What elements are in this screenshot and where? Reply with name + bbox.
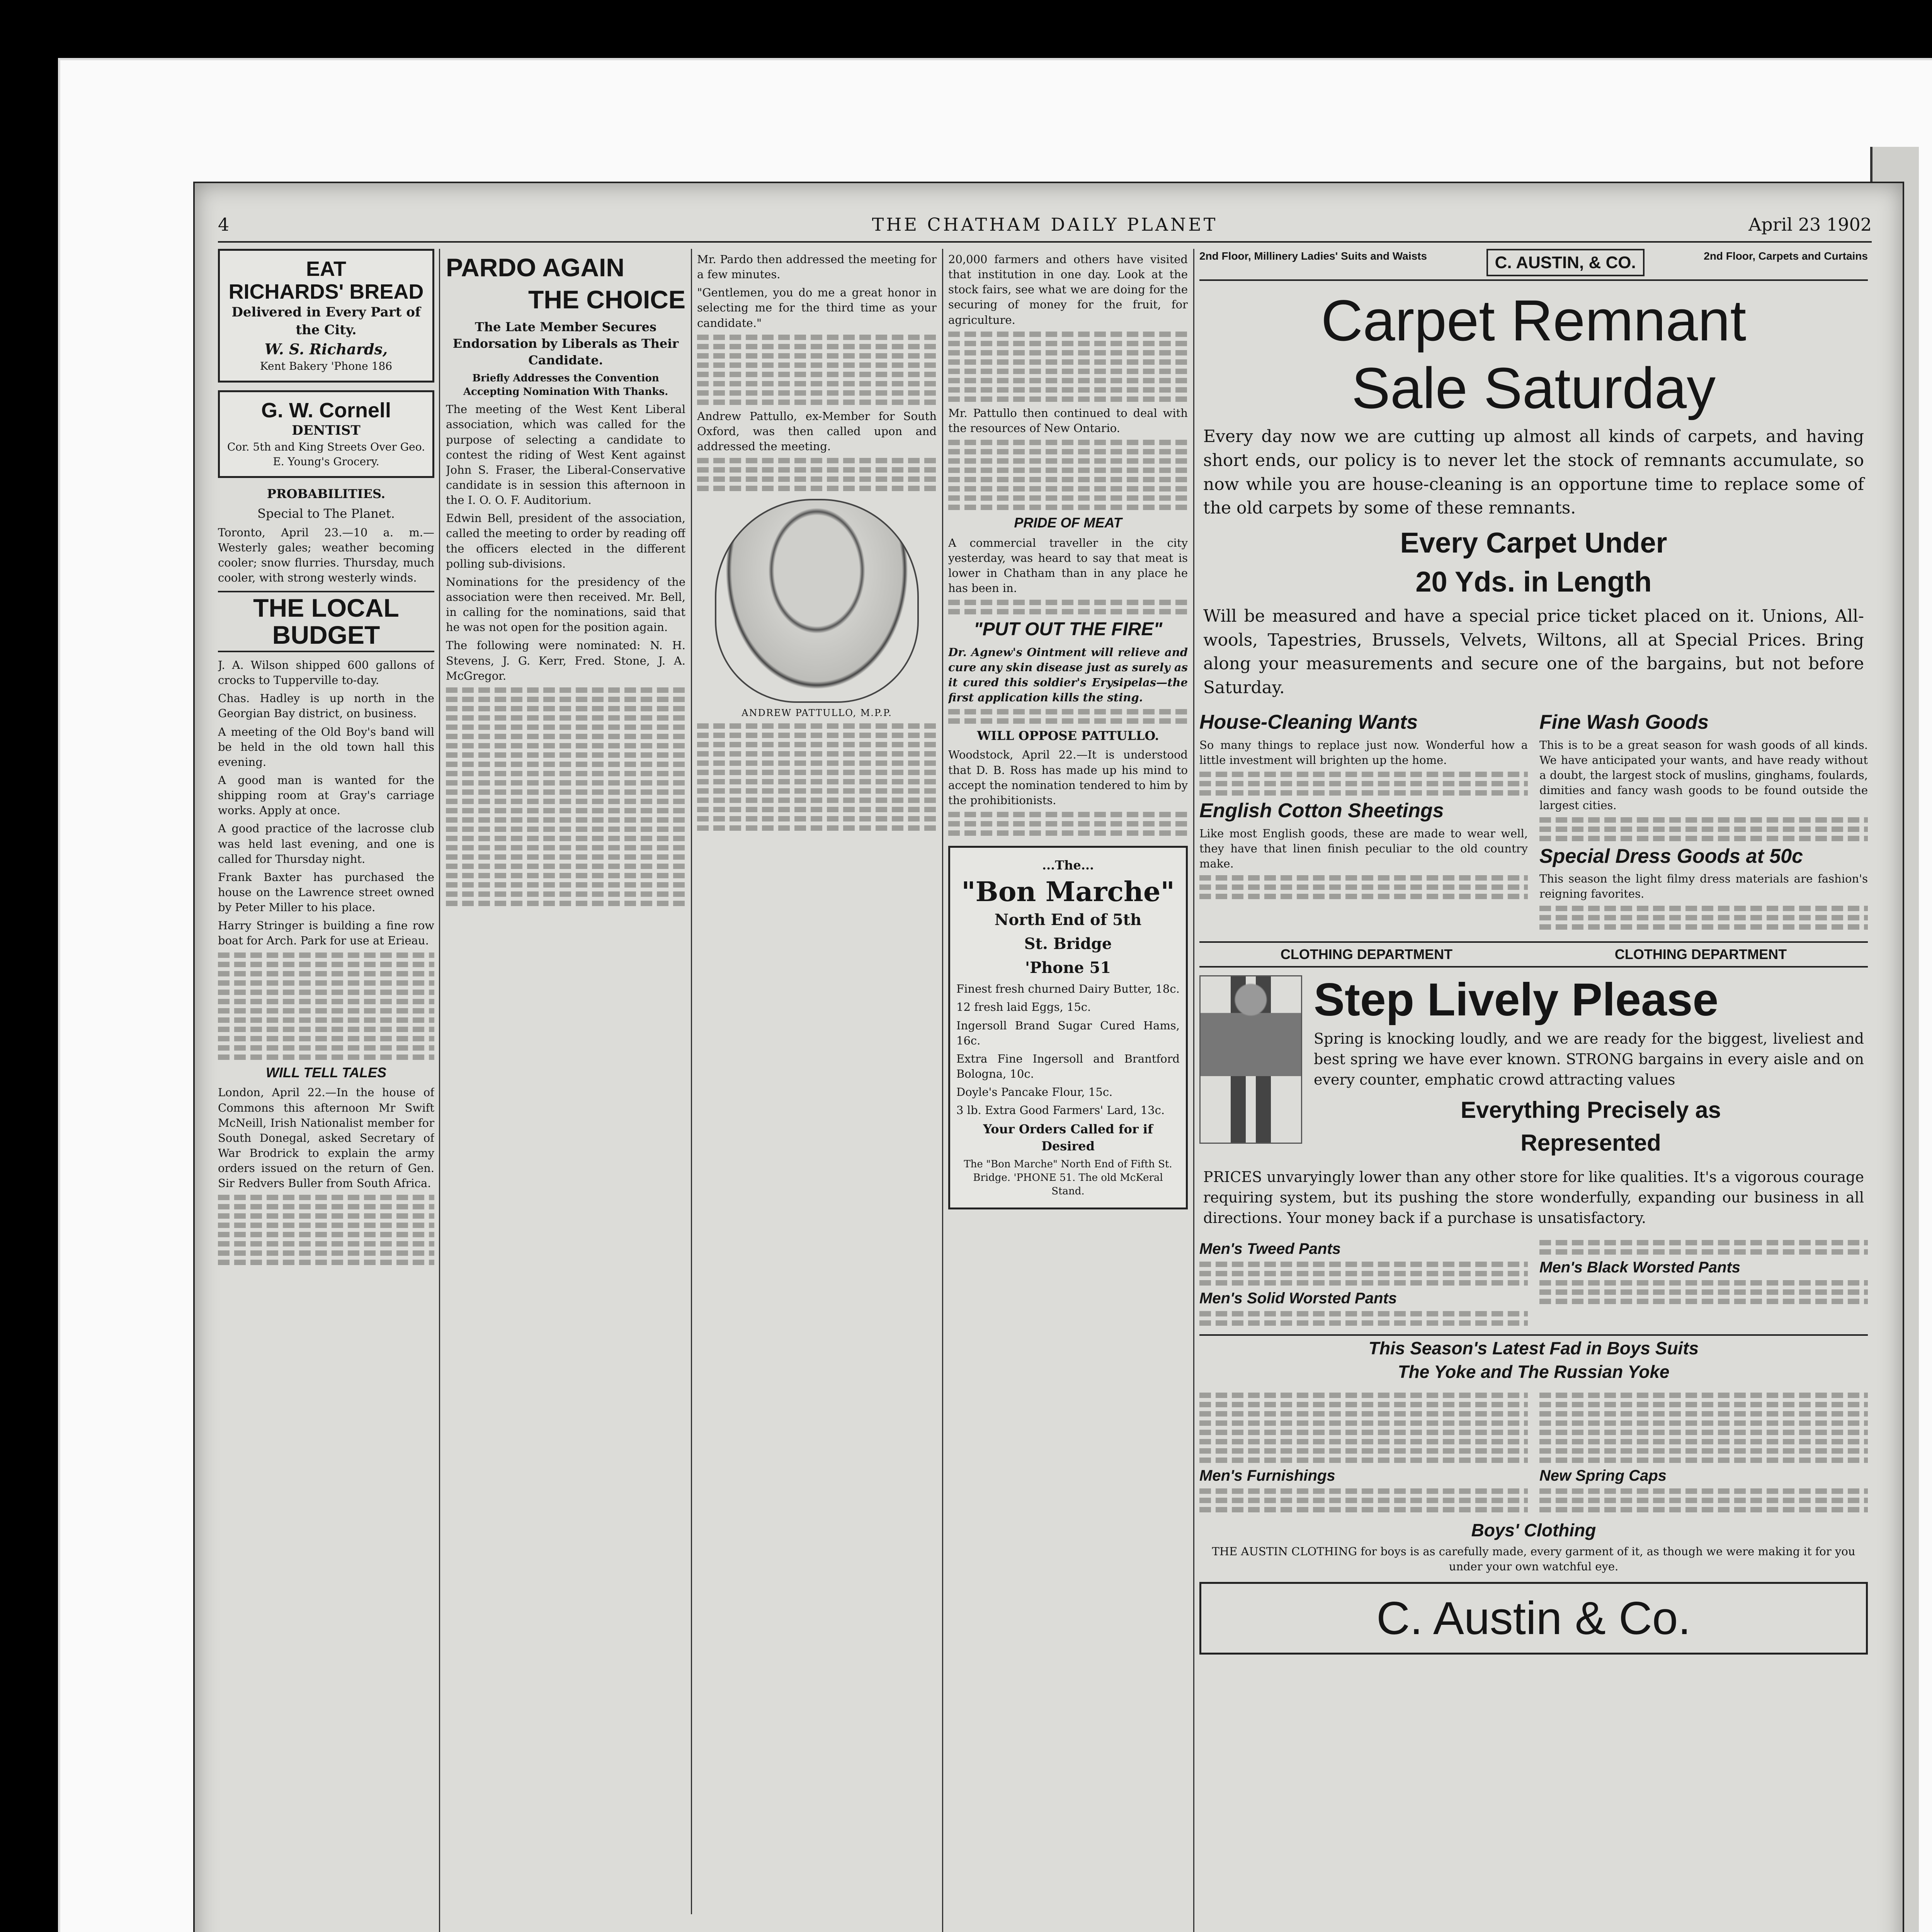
carpet-headline-1: Carpet Remnant [1321, 288, 1747, 353]
austin-header [1199, 249, 1868, 281]
issue-date: April 23 1902 [1748, 214, 1872, 235]
pardo-headline-1: PARDO AGAIN [446, 253, 624, 282]
article-paragraph: 20,000 farmers and others have visited that institution in one day. Look at the stock fairs, see what we are doing for the securing of money for the fruit, for agriculture. [948, 253, 1188, 327]
local-budget-heading: THE LOCAL BUDGET [218, 591, 434, 652]
sailor-boy-illustration [1199, 975, 1302, 1144]
austin-advertisement [1199, 249, 1868, 1932]
price-item: 3 lb. Extra Good Farmers' Lard, 13c. [956, 1104, 1165, 1117]
precisely-2: Represented [1520, 1129, 1661, 1156]
local-item: A good practice of the lacrosse club was held last evening, and one is called for Thursday night. [218, 822, 434, 866]
will-oppose-text: Woodstock, April 22.—It is understood that D. B. Ross has made up his mind to accept the nomination tendered to him by the prohibitionists. [948, 748, 1188, 807]
probabilities-text: Toronto, April 23.—10 a. m.—Westerly gales; weather becoming cooler; snow flurries. Thursday, much cooler, with strong westerly winds. [218, 526, 434, 585]
carpet-sub-text: Will be measured and have a special price ticket placed on it. Unions, All-wools, Tapestries, Brussels, Velvets, Wiltons, all at Special Prices. Bring along your measurements and secure one of the bargains, but not before Saturday. [1203, 606, 1864, 697]
boys-suits-heading-2: The Yoke and The Russian Yoke [1398, 1361, 1670, 1382]
pride-of-meat-text: A commercial traveller in the city yesterday, was heard to say that meat is lower in Chatham than in any place he has been in. [948, 536, 1188, 595]
local-item: Harry Stringer is building a fine row boat for Arch. Park for use at Erieau. [218, 919, 434, 947]
column-2 [446, 249, 685, 1914]
furnishings-heading: Men's Furnishings [1199, 1467, 1335, 1484]
local-item: A meeting of the Old Boy's band will be held in the old town hall this evening. [218, 725, 434, 769]
bon-marche-name: "Bon Marche" [961, 876, 1175, 908]
house-cleaning-text: So many things to replace just now. Wonderful how a little investment will brighten up the home. [1199, 738, 1528, 767]
article-paragraph: The following were nominated: N. H. Stevens, J. G. Kerr, Fred. Stone, J. A. McGregor. [446, 639, 685, 682]
austin-right-tag: 2nd Floor, Carpets and Curtains [1704, 250, 1868, 262]
austin-left-tag: 2nd Floor, Millinery Ladies' Suits and Waists [1199, 250, 1427, 262]
column-rule [1193, 249, 1194, 1932]
austin-name: C. AUSTIN, & CO. [1486, 249, 1645, 276]
pardo-subdeck: Briefly Addresses the Convention Accepting Nomination With Thanks. [463, 372, 668, 398]
page-number: 4 [218, 214, 230, 235]
article-paragraph: Mr. Pattullo then continued to deal with the resources of New Ontario. [948, 406, 1188, 435]
step-lively-headline: Step Lively Please [1314, 974, 1719, 1026]
boys-clothing-heading: Boys' Clothing [1471, 1520, 1596, 1540]
ad-title: DENTIST [292, 423, 361, 439]
ad-line: ...The... [1042, 858, 1094, 873]
dress-goods-heading: Special Dress Goods at 50c [1539, 845, 1803, 867]
cotton-text: Like most English goods, these are made to wear well, they have that linen finish peculiar to the old country make. [1199, 827, 1528, 871]
pardo-deck: The Late Member Secures Endorsation by Liberals as Their Candidate. [452, 319, 679, 367]
article-paragraph: Mr. Pardo then addressed the meeting for a few minutes. [697, 253, 937, 281]
article-paragraph: Nominations for the presidency of the association were then received. Mr. Bell, in calling for the nominations, said that he was not open for the position again. [446, 575, 685, 634]
will-tell-tales-text: London, April 22.—In the house of Commons this afternoon Mr Swift McNeill, Irish Nationalist member for South Donegal, asked Secretary of War Brodrick to explain the army orders issued on the return of Gen. Sir Redvers Buller from South Africa. [218, 1086, 434, 1190]
article-paragraph: "Gentlemen, you do me a great honor in selecting me for the third time as your candidate." [697, 286, 937, 330]
carpet-sub-2: 20 Yds. in Length [1415, 565, 1652, 598]
put-out-fire-text: Dr. Agnew's Ointment will relieve and cure any skin disease just as surely as it cured this soldier's Erysipelas—the first application kills the sting. [948, 645, 1188, 704]
ad-footer: The "Bon Marche" North End of Fifth St. Bridge. 'PHONE 51. The old McKeral Stand. [964, 1158, 1172, 1197]
ad-line: RICHARDS' BREAD [228, 280, 424, 304]
ad-line: Delivered in Every Part of the City. [231, 304, 421, 338]
probabilities-subheading: Special to The Planet. [257, 506, 395, 521]
pattullo-portrait-engraving [715, 499, 919, 703]
ad-note: Your Orders Called for if Desired [983, 1122, 1153, 1153]
step-lively-text: Spring is knocking loudly, and we are ready for the biggest, liveliest and best spring we have ever known. STRONG bargains in every aisle and on every counter, emphatic crowd attracting values [1314, 1030, 1864, 1088]
local-item: Chas. Hadley is up north in the Georgian Bay district, on business. [218, 692, 434, 720]
dept-label: CLOTHING DEPARTMENT [1280, 946, 1453, 962]
page-header [218, 210, 1872, 243]
will-tell-tales-heading: WILL TELL TALES [266, 1064, 386, 1080]
ad-line: EAT [306, 257, 346, 281]
precisely-1: Everything Precisely as [1461, 1097, 1721, 1123]
ad-phone: 'Phone 51 [1025, 959, 1111, 977]
prices-text: PRICES unvaryingly lower than any other store for like qualities. It's a vigorous courage requiring system, but its pushing the store wonderfully, expanding our business in all directions. Your money back if a purchase is unsatisfactory. [1203, 1168, 1864, 1227]
ad-line: North End of 5th [994, 911, 1142, 929]
column-4 [948, 249, 1188, 1932]
richards-bread-ad [218, 249, 434, 383]
austin-boxes-row-1 [1199, 707, 1868, 933]
wash-goods-box [1539, 707, 1868, 933]
portrait-caption: ANDREW PATTULLO, M.P.P. [742, 707, 892, 719]
ad-address: Kent Bakery 'Phone 186 [260, 359, 393, 372]
department-bar [1199, 941, 1868, 968]
ad-name: W. S. Richards, [264, 340, 388, 358]
ad-name: G. W. Cornell [261, 398, 391, 422]
tweed-pants-heading: Men's Tweed Pants [1199, 1240, 1341, 1258]
probabilities-heading: PROBABILITIES. [267, 486, 386, 501]
solid-worsted-heading: Men's Solid Worsted Pants [1199, 1290, 1397, 1307]
cotton-heading: English Cotton Sheetings [1199, 799, 1444, 822]
column-rule [691, 249, 692, 1914]
masthead: THE CHATHAM DAILY PLANET [872, 214, 1218, 235]
column-rule [439, 249, 440, 1932]
wash-goods-heading: Fine Wash Goods [1539, 711, 1709, 734]
article-paragraph: Edwin Bell, president of the association, called the meeting to order by reading off the officers elected in the different polling sub-divisions. [446, 512, 685, 570]
austin-signoff: C. Austin & Co. [1199, 1582, 1868, 1655]
boys-clothing-text: THE AUSTIN CLOTHING for boys is as carefully made, every garment of it, as though we were making it for you under your own watchful eye. [1212, 1545, 1855, 1573]
dress-goods-text: This season the light filmy dress materials are fashion's reigning favorites. [1539, 872, 1868, 901]
moth-ad-wrapper [446, 1930, 937, 1932]
boys-suits-heading-1: This Season's Latest Fad in Boys Suits [1199, 1334, 1868, 1357]
price-item: Doyle's Pancake Flour, 15c. [956, 1085, 1113, 1099]
dept-label: CLOTHING DEPARTMENT [1614, 946, 1787, 962]
pardo-headline-2: THE CHOICE [528, 285, 685, 314]
carpet-headline-2: Sale Saturday [1351, 355, 1716, 421]
spring-caps-heading: New Spring Caps [1539, 1467, 1667, 1484]
carpet-sub-1: Every Carpet Under [1400, 526, 1667, 559]
pride-of-meat-heading: PRIDE OF MEAT [1014, 514, 1122, 531]
newspaper-page [193, 182, 1904, 1932]
house-cleaning-heading: House-Cleaning Wants [1199, 711, 1418, 734]
price-item: Extra Fine Ingersoll and Brantford Bologna, 10c. [956, 1052, 1180, 1080]
put-out-fire-heading: "PUT OUT THE FIRE" [973, 619, 1163, 640]
price-item: Ingersoll Brand Sugar Cured Hams, 16c. [956, 1019, 1180, 1047]
column-1 [218, 249, 434, 1932]
local-item: Frank Baxter has purchased the house on the Lawrence street owned by Peter Miller to his place. [218, 870, 434, 914]
wash-goods-text: This is to be a great season for wash goods of all kinds. We have anticipated your wants, and have ready without a doubt, the largest stock of muslins, ginghams, foulards, dimities and fancy wash goods to be found outside the largest cities. [1539, 738, 1868, 812]
article-paragraph: The meeting of the West Kent Liberal association, which was called for the purpose of selecting a candidate to contest the riding of West Kent against John S. Fraser, the Liberal-Conservative candidate is in session this afternoon in the I. O. O. F. Auditorium. [446, 403, 685, 507]
step-lively-block [1199, 975, 1868, 1228]
column-3 [697, 249, 937, 1914]
pants-row [1199, 1236, 1868, 1330]
black-worsted-heading: Men's Black Worsted Pants [1539, 1259, 1741, 1276]
bon-marche-ad [948, 846, 1188, 1209]
will-oppose-heading: WILL OPPOSE PATTULLO. [977, 728, 1159, 743]
column-rule [942, 249, 943, 1932]
price-item: 12 fresh laid Eggs, 15c. [956, 1000, 1091, 1014]
house-cleaning-box [1199, 707, 1528, 933]
carpet-lead: Every day now we are cutting up almost all kinds of carpets, and having short ends, our policy is to never let the stock of remnants accumulate, so now while you are house-cleaning is an opportune time to replace some of the old carpets by some of these remnants. [1203, 427, 1864, 518]
price-item: Finest fresh churned Dairy Butter, 18c. [956, 982, 1180, 996]
boys-row [1199, 1389, 1868, 1516]
local-item: J. A. Wilson shipped 600 gallons of crocks to Tupperville to-day. [218, 658, 434, 687]
ad-address: Cor. 5th and King Streets Over Geo. E. Young's Grocery. [227, 440, 425, 468]
article-paragraph: Andrew Pattullo, ex-Member for South Oxford, was then called upon and addressed the meeting. [697, 409, 937, 453]
ad-line: St. Bridge [1024, 935, 1112, 953]
local-item: A good man is wanted for the shipping room at Gray's carriage works. Apply at once. [218, 774, 434, 817]
cornell-dentist-ad [218, 390, 434, 478]
